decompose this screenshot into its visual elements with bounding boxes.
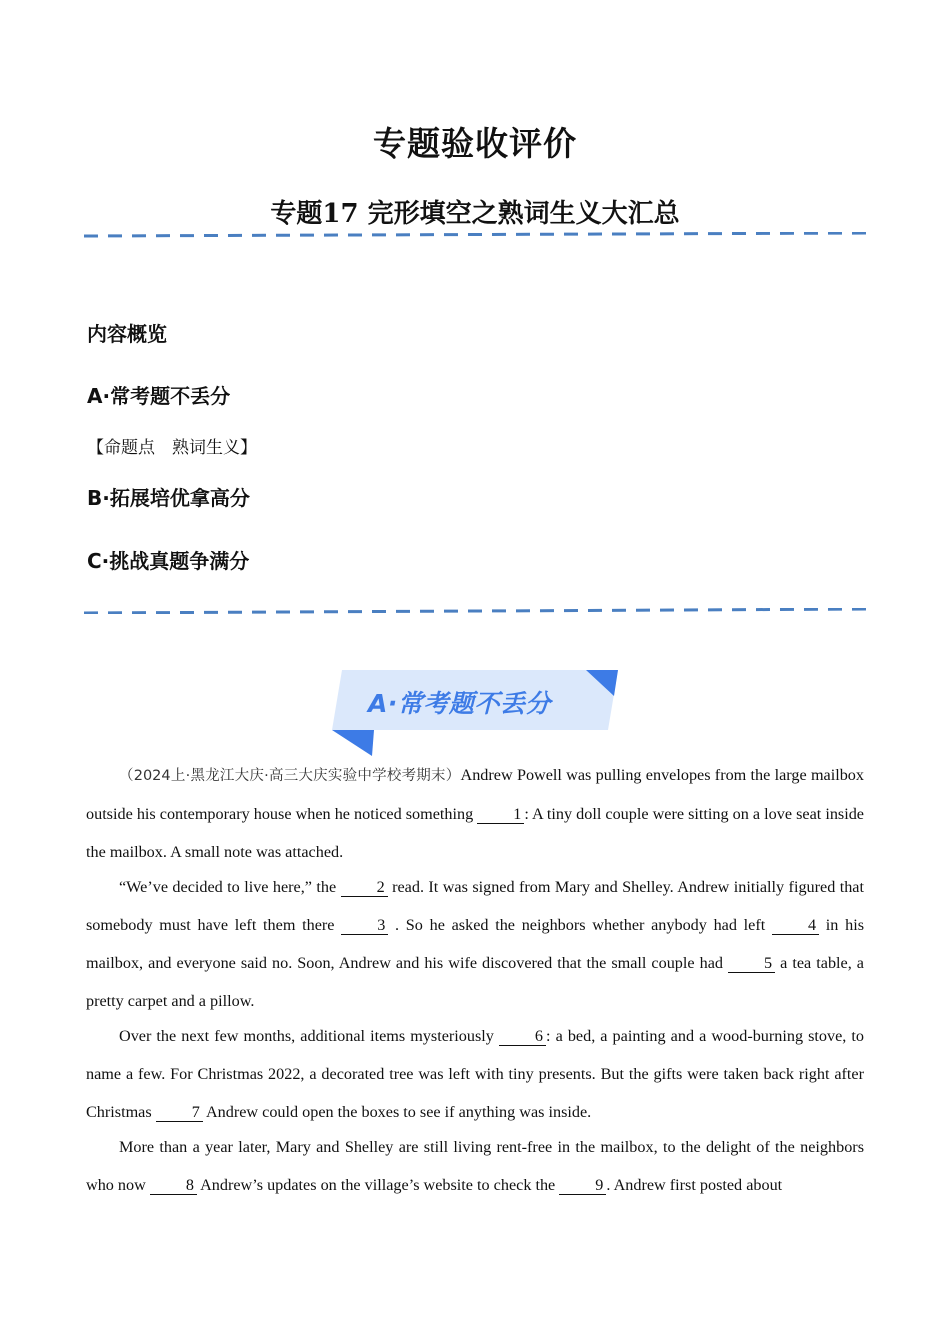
outline-section-c: C·挑战真题争满分	[87, 549, 250, 573]
outline-point: 【命题点 熟词生义】	[87, 438, 257, 458]
page-subtitle: 专题17 完形填空之熟词生义大汇总	[270, 199, 680, 229]
passage-source: （2024上·黑龙江大庆·高三大庆实验中学校考期末）	[119, 768, 461, 784]
blank-7[interactable]: 7	[156, 1104, 203, 1122]
page-title: 专题验收评价	[373, 124, 577, 163]
blank-5[interactable]: 5	[728, 955, 775, 973]
bottom-dashed-divider	[84, 608, 874, 614]
blank-8[interactable]: 8	[150, 1177, 197, 1195]
outline-heading: 内容概览	[87, 322, 167, 346]
outline-section-a: A·常考题不丢分	[87, 384, 231, 408]
cloze-passage	[86, 756, 864, 1201]
passage-paragraph: （2024上·黑龙江大庆·高三大庆实验中学校考期末）Andrew Powell was pulling envelopes from the large mailbox outside his contemporary house when he noticed something 1 : A tiny doll couple were sitting on a love seat inside the mailbox. A small note was attached.	[86, 766, 864, 861]
top-dashed-divider	[84, 232, 874, 238]
blank-3[interactable]: 3	[341, 917, 388, 935]
passage-paragraph: Over the next few months, additional items mysteriously 6 : a bed, a painting and a wood-burning stove, to name a few. For Christmas 2022, a decorated tree was left with tiny presents. But the gifts were taken back right after Christmas 7 Andrew could open the boxes to see if anything was inside.	[86, 1027, 864, 1121]
blank-9[interactable]: 9	[559, 1177, 606, 1195]
section-banner-label: A·常考题不丢分	[368, 689, 551, 718]
passage-paragraph: “We’ve decided to live here,” the 2 read. It was signed from Mary and Shelley. Andrew initially figured that somebody must have left them there 3 . So he asked the neighbors whether anybody had left 4 in his mailbox, and everyone said no. Soon, Andrew and his wife discovered that the small couple had 5 a tea table, a pretty carpet and a pillow.	[86, 878, 865, 1010]
blank-6[interactable]: 6	[499, 1028, 546, 1046]
passage-paragraph: More than a year later, Mary and Shelley are still living rent-free in the mailbox, to the delight of the neighbors who now 8 Andrew’s updates on the village’s website to check the 9 . Andrew first posted about	[86, 1138, 864, 1194]
blank-4[interactable]: 4	[772, 917, 819, 935]
blank-2[interactable]: 2	[341, 879, 388, 897]
outline-section-b: B·拓展培优拿高分	[87, 486, 250, 510]
blank-1[interactable]: 1	[477, 806, 524, 824]
